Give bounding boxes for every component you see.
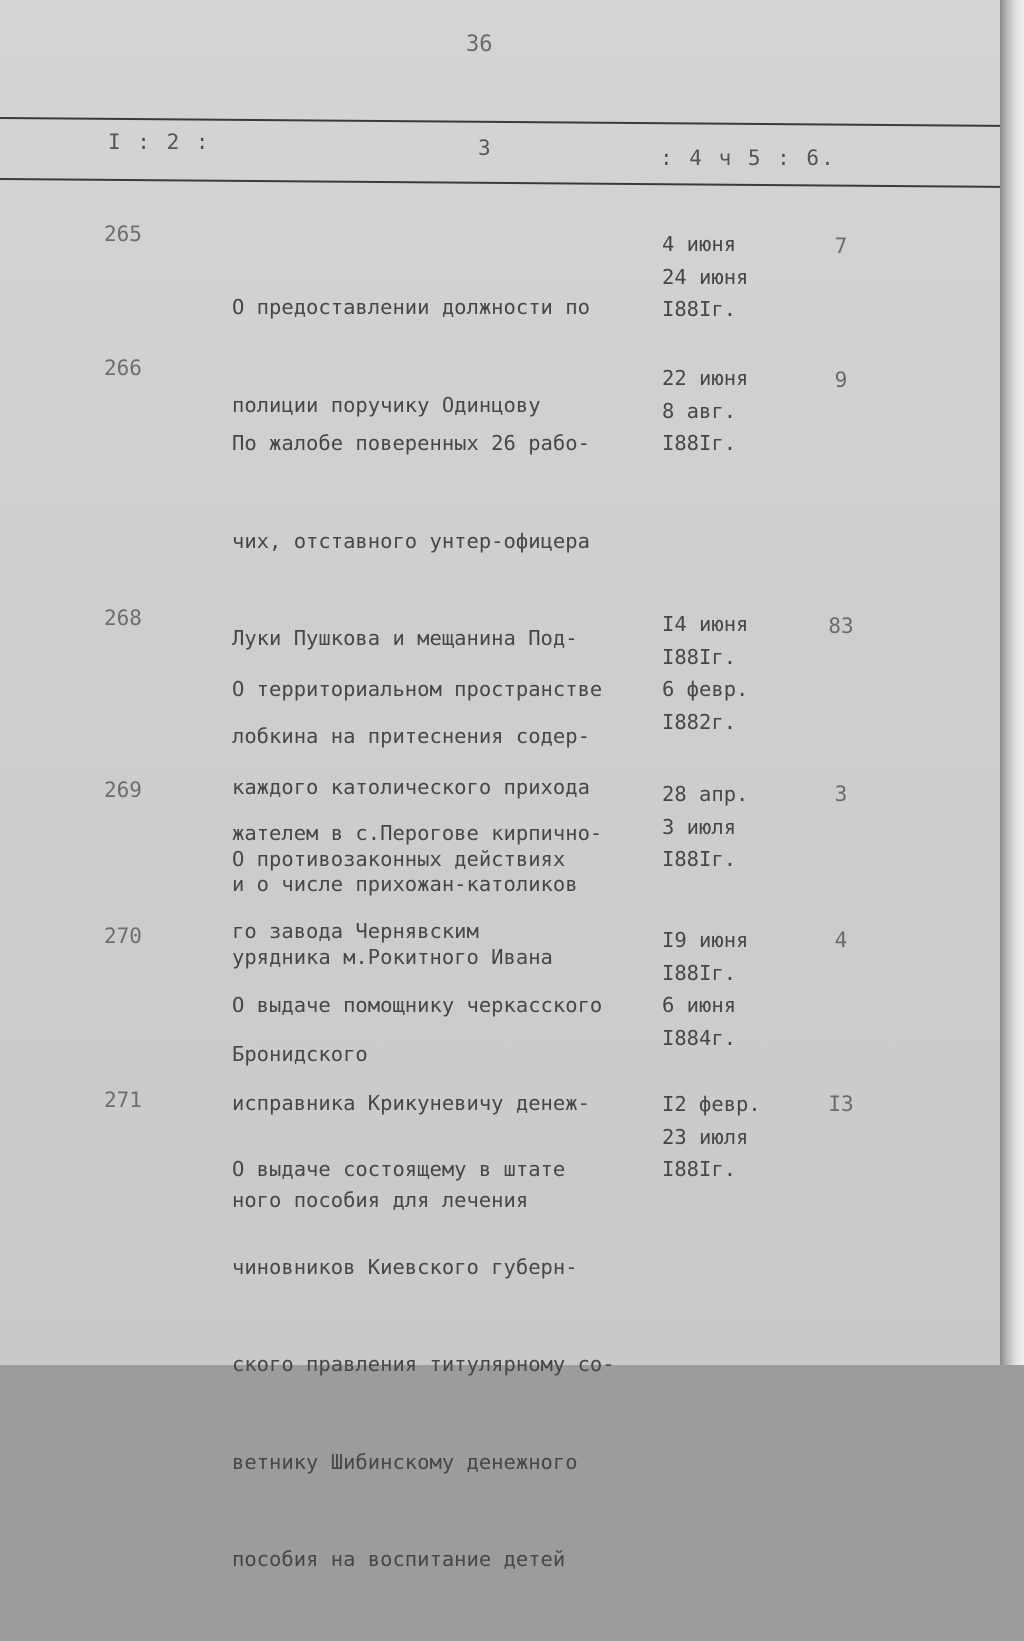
date-line: I884г.: [662, 1025, 737, 1050]
date-line: 23 июля: [662, 1124, 749, 1149]
description-line: Бронидского: [232, 1042, 368, 1066]
case-dates: [662, 362, 792, 460]
description-line: Луки Пушкова и мещанина Под-: [232, 626, 578, 650]
description-line: исправника Крикуневичу денеж-: [232, 1090, 590, 1115]
description-line: ского правления титулярному со-: [232, 1352, 615, 1376]
description-line: и о числе прихожан-католиков: [232, 872, 578, 896]
date-line: I2 февр.: [662, 1092, 761, 1116]
case-number: 266: [104, 356, 142, 380]
case-description: [232, 1088, 662, 1641]
date-line: 4 июня: [662, 232, 737, 256]
page-edge-shadow: [1000, 0, 1024, 1365]
date-line: 24 июня: [662, 264, 749, 289]
date-line: I88Iг.: [662, 1157, 737, 1181]
header-columns-4-6: : 4 ч 5 : 6.: [660, 146, 836, 170]
case-number: 268: [104, 606, 142, 630]
date-line: 8 авг.: [662, 398, 737, 423]
description-line: По жалобе поверенных 26 рабо-: [232, 431, 590, 455]
description-line: го завода Чернявским: [232, 918, 479, 943]
sheet-count: 7: [834, 234, 848, 258]
date-line: I88Iг.: [662, 431, 737, 455]
date-line: I88Iг.: [662, 847, 737, 871]
date-line: 6 июня: [662, 993, 737, 1017]
case-number: 269: [104, 778, 142, 802]
description-line: урядника м.Рокитного Ивана: [232, 944, 553, 969]
sheet-count: I3: [828, 1092, 854, 1116]
description-line: пособия на воспитание детей: [232, 1547, 566, 1571]
date-line: I4 июня: [662, 612, 749, 636]
sheet-count: 83: [828, 614, 854, 638]
case-dates: [662, 924, 792, 1054]
date-line: I88Iг.: [662, 644, 737, 669]
date-line: I88Iг.: [662, 960, 737, 985]
sheet-count: 3: [834, 782, 848, 806]
date-line: 28 апр.: [662, 782, 749, 806]
case-dates: [662, 228, 792, 326]
description-line: каждого католического прихода: [232, 774, 590, 799]
description-line: ного пособия для лечения: [232, 1188, 529, 1212]
description-line: жателем в с.Перогове кирпично-: [232, 821, 603, 845]
date-line: 3 июля: [662, 814, 737, 839]
date-line: I88Iг.: [662, 297, 737, 321]
description-line: О территориальном пространстве: [232, 677, 603, 701]
description-line: О выдаче помощнику черкасского: [232, 993, 603, 1017]
description-line: чих, отставного унтер-офицера: [232, 528, 590, 553]
description-line: О противозаконных действиях: [232, 847, 566, 871]
case-dates: [662, 1088, 792, 1186]
description-line: О выдаче состоящему в штате: [232, 1157, 566, 1181]
description-line: О предоставлении должности по: [232, 295, 590, 319]
description-line: чиновников Киевского губерн-: [232, 1254, 578, 1279]
date-line: I9 июня: [662, 928, 749, 952]
date-line: I882г.: [662, 709, 737, 734]
case-dates: [662, 608, 792, 738]
page-number: 36: [466, 32, 493, 57]
sheet-count: 4: [834, 928, 848, 952]
header-columns-1-2: I : 2 :: [108, 130, 211, 154]
case-dates: [662, 778, 792, 876]
table-top-rule: [0, 117, 1000, 127]
table-header-rule: [0, 178, 1000, 188]
header-column-3: 3: [478, 136, 493, 160]
date-line: 22 июня: [662, 366, 749, 390]
sheet-count: 9: [834, 368, 848, 392]
description-line: ветнику Шибинскому денежного: [232, 1449, 578, 1474]
description-line: лобкина на притеснения содер-: [232, 723, 590, 748]
case-number: 265: [104, 222, 142, 246]
description-line: полиции поручику Одинцову: [232, 392, 541, 417]
case-number: 270: [104, 924, 142, 948]
date-line: 6 февр.: [662, 677, 749, 701]
case-number: 271: [104, 1088, 142, 1112]
